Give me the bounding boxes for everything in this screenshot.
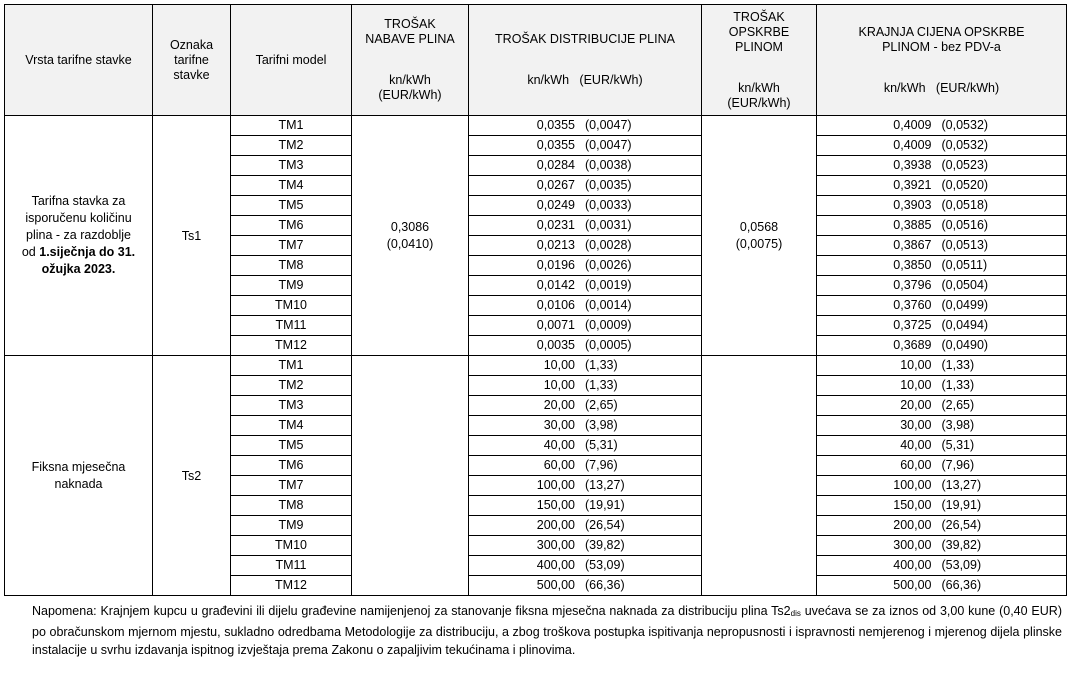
distribution-cost-cell: 0,0196 (0,0026) (469, 256, 702, 276)
distribution-cost-cell: 0,0284 (0,0038) (469, 156, 702, 176)
distribution-cost-cell: 0,0035 (0,0005) (469, 336, 702, 356)
tariff-model-cell: TM2 (231, 376, 352, 396)
tariff-model-cell: TM4 (231, 176, 352, 196)
tariff-model-cell: TM1 (231, 356, 352, 376)
table-row (5, 356, 1067, 376)
distribution-cost-cell: 20,00 (2,65) (469, 396, 702, 416)
distribution-cost-cell: 10,00 (1,33) (469, 356, 702, 376)
tariff-model-cell: TM8 (231, 496, 352, 516)
header-row (5, 5, 1067, 116)
tariff-model-cell: TM2 (231, 136, 352, 156)
distribution-cost-cell: 0,0249 (0,0033) (469, 196, 702, 216)
header-tariff-item-code: Oznaka tarifne stavke (153, 5, 231, 116)
distribution-cost-cell: 0,0355 (0,0047) (469, 136, 702, 156)
tariff-model-cell: TM3 (231, 156, 352, 176)
final-price-cell: 0,3796 (0,0504) (817, 276, 1067, 296)
final-price-cell: 0,4009 (0,0532) (817, 116, 1067, 136)
final-price-cell: 40,00 (5,31) (817, 436, 1067, 456)
distribution-cost-cell: 150,00 (19,91) (469, 496, 702, 516)
final-price-cell: 0,4009 (0,0532) (817, 136, 1067, 156)
supply-cost-value: 0,0568 (0,0075) (702, 116, 817, 356)
distribution-cost-cell: 500,00 (66,36) (469, 576, 702, 596)
distribution-cost-cell: 300,00 (39,82) (469, 536, 702, 556)
header-gas-procurement-cost: TROŠAK NABAVE PLINA kn/kWh (EUR/kWh) (352, 5, 469, 116)
tariff-model-cell: TM5 (231, 196, 352, 216)
tariff-model-cell: TM11 (231, 316, 352, 336)
final-price-cell: 0,3850 (0,0511) (817, 256, 1067, 276)
distribution-cost-cell: 0,0231 (0,0031) (469, 216, 702, 236)
distribution-cost-cell: 100,00 (13,27) (469, 476, 702, 496)
tariff-model-cell: TM6 (231, 216, 352, 236)
final-price-cell: 0,3689 (0,0490) (817, 336, 1067, 356)
final-price-cell: 400,00 (53,09) (817, 556, 1067, 576)
procurement-cost-empty (352, 356, 469, 596)
final-price-cell: 0,3938 (0,0523) (817, 156, 1067, 176)
final-price-cell: 0,3725 (0,0494) (817, 316, 1067, 336)
tariff-model-cell: TM7 (231, 476, 352, 496)
tariff-model-cell: TM1 (231, 116, 352, 136)
tariff-table-body (5, 116, 1067, 596)
header-gas-supply-cost: TROŠAK OPSKRBE PLINOM kn/kWh (EUR/kWh) (702, 5, 817, 116)
tariff-model-cell: TM10 (231, 536, 352, 556)
distribution-cost-cell: 400,00 (53,09) (469, 556, 702, 576)
distribution-cost-cell: 0,0071 (0,0009) (469, 316, 702, 336)
final-price-cell: 0,3885 (0,0516) (817, 216, 1067, 236)
distribution-cost-cell: 0,0355 (0,0047) (469, 116, 702, 136)
tariff-model-cell: TM6 (231, 456, 352, 476)
header-tariff-model: Tarifni model (231, 5, 352, 116)
tariff-model-cell: TM9 (231, 276, 352, 296)
footnote: Napomena: Krajnjem kupcu u građevini ili dijelu građevine namijenjenoj za stanovanje fiksna mjesečna naknada za distribuciju plina $Ts2_{dis}$ uvećava se za iznos od 3,00 kune (0,40 EUR) po obračunskom mjernom mjestu, sukladno odredbama Metodologije za distribuciju, a zbog troškova postupka ispitivanja nepropusnosti i ispravnosti nemjerenog i mjerenog dijela plinske instalacije u svrhu izdavanja ispitnog izvještaja prema Zakonu o zapaljivim tekućinama i plinovima. (32, 604, 1062, 657)
tariff-model-cell: TM7 (231, 236, 352, 256)
final-price-cell: 300,00 (39,82) (817, 536, 1067, 556)
section1-code: Ts1 (153, 116, 231, 356)
tariff-model-cell: TM9 (231, 516, 352, 536)
distribution-cost-cell: 0,0106 (0,0014) (469, 296, 702, 316)
tariff-table (4, 4, 1067, 596)
tariff-model-cell: TM10 (231, 296, 352, 316)
distribution-cost-cell: 10,00 (1,33) (469, 376, 702, 396)
final-price-cell: 10,00 (1,33) (817, 356, 1067, 376)
final-price-cell: 0,3867 (0,0513) (817, 236, 1067, 256)
section2-code: Ts2 (153, 356, 231, 596)
header-final-supply-price: KRAJNJA CIJENA OPSKRBE PLINOM - bez PDV-a kn/kWh (EUR/kWh) (817, 5, 1067, 116)
tariff-model-cell: TM4 (231, 416, 352, 436)
table-row (5, 116, 1067, 136)
tariff-model-cell: TM12 (231, 576, 352, 596)
distribution-cost-cell: 200,00 (26,54) (469, 516, 702, 536)
distribution-cost-cell: 40,00 (5,31) (469, 436, 702, 456)
distribution-cost-cell: 60,00 (7,96) (469, 456, 702, 476)
final-price-cell: 0,3921 (0,0520) (817, 176, 1067, 196)
tariff-model-cell: TM8 (231, 256, 352, 276)
tariff-document (4, 4, 1066, 659)
final-price-cell: 20,00 (2,65) (817, 396, 1067, 416)
final-price-cell: 0,3760 (0,0499) (817, 296, 1067, 316)
final-price-cell: 10,00 (1,33) (817, 376, 1067, 396)
final-price-cell: 150,00 (19,91) (817, 496, 1067, 516)
tariff-model-cell: TM12 (231, 336, 352, 356)
final-price-cell: 60,00 (7,96) (817, 456, 1067, 476)
final-price-cell: 30,00 (3,98) (817, 416, 1067, 436)
final-price-cell: 0,3903 (0,0518) (817, 196, 1067, 216)
distribution-cost-cell: 0,0142 (0,0019) (469, 276, 702, 296)
header-gas-distribution-cost: TROŠAK DISTRIBUCIJE PLINA kn/kWh (EUR/kWh) (469, 5, 702, 116)
final-price-cell: 100,00 (13,27) (817, 476, 1067, 496)
section1-description: Tarifna stavka za isporučenu količinu plina - za razdoblje od 1.siječnja do 31. ožujka 2023. (5, 116, 153, 356)
tariff-model-cell: TM3 (231, 396, 352, 416)
header-tariff-item-type: Vrsta tarifne stavke (5, 5, 153, 116)
tariff-model-cell: TM11 (231, 556, 352, 576)
distribution-cost-cell: 0,0213 (0,0028) (469, 236, 702, 256)
tariff-model-cell: TM5 (231, 436, 352, 456)
final-price-cell: 200,00 (26,54) (817, 516, 1067, 536)
distribution-cost-cell: 30,00 (3,98) (469, 416, 702, 436)
supply-cost-empty (702, 356, 817, 596)
final-price-cell: 500,00 (66,36) (817, 576, 1067, 596)
section2-description: Fiksna mjesečna naknada (5, 356, 153, 596)
distribution-cost-cell: 0,0267 (0,0035) (469, 176, 702, 196)
procurement-cost-value: 0,3086 (0,0410) (352, 116, 469, 356)
